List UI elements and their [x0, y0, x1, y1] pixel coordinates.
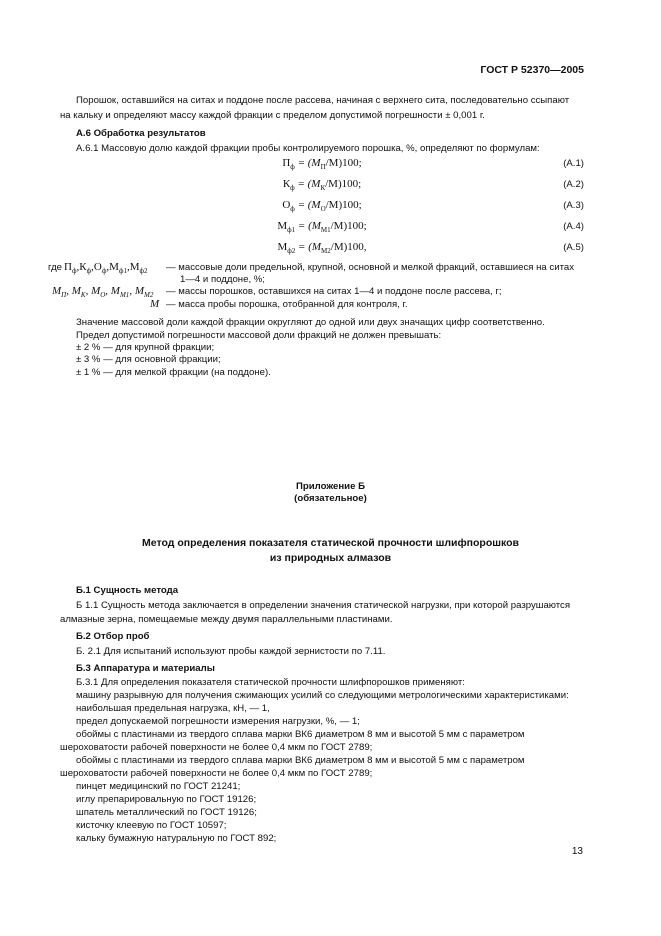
- where-text-1-cont: 1—4 и поддоне, %;: [180, 274, 265, 285]
- section-a6-text: А.6.1 Массовую долю каждой фракции пробы контролируемого порошка, %, определяют по формулам:: [76, 143, 540, 154]
- section-b3-line: обоймы с пластинами из твердого сплава марки ВК6 диаметром 8 мм и высотой 5 мм с параметром: [76, 755, 525, 766]
- section-b3-line: шпатель металлический по ГОСТ 19126;: [76, 807, 257, 818]
- section-b3-line: обоймы с пластинами из твердого сплава марки ВК6 диаметром 8 мм и высотой 5 мм с параметром: [76, 729, 525, 740]
- formula-number: (А.4): [563, 221, 584, 232]
- formula-row: [60, 220, 584, 236]
- section-b1-heading: Б.1 Сущность метода: [76, 585, 179, 596]
- section-b3-line: Б.3.1 Для определения показателя статической прочности шлифпорошков применяют:: [76, 677, 465, 688]
- section-b3-line: наибольшая предельная нагрузка, кН, — 1,: [76, 703, 270, 714]
- where-symbols-2: $M_П$, $M_К$, $M_О$, $M_{М1}$, $M_{М2}$: [52, 285, 154, 300]
- intro-line-1: Порошок, оставшийся на ситах и поддоне после рассева, начиная с верхнего сита, последовательно ссыпают: [76, 95, 570, 106]
- formula-expression: $К_ф = (M_К/M)100$;: [282, 178, 362, 193]
- where-symbols-1: $П_ф,К_ф,О_ф,М_{ф1},М_{ф2}$: [64, 261, 148, 276]
- formula-expression: $О_ф = (M_О/M)100$;: [282, 199, 362, 214]
- error-item-1: ± 2 % — для крупной фракции;: [76, 342, 215, 353]
- error-item-3: ± 1 % — для мелкой фракции (на поддоне).: [76, 367, 271, 378]
- section-b1-line-1: Б 1.1 Сущность метода заключается в определении значения статической нагрузки, при которой разрушаются: [76, 600, 571, 611]
- where-text-3: — масса пробы порошка, отобранной для контроля, г.: [166, 299, 408, 310]
- section-b3-line: кисточку клеевую по ГОСТ 10597;: [76, 820, 227, 831]
- section-b3-heading: Б.3 Аппаратура и материалы: [76, 663, 215, 674]
- formula-expression: $М_{ф1} = (M_{М1}/M)100$;: [277, 220, 367, 235]
- section-b3-line: шероховатости рабочей поверхности не более 0,4 мкм по ГОСТ 2789;: [60, 742, 373, 753]
- appendix-heading-1: Метод определения показателя статической прочности шлифпорошков: [142, 537, 519, 549]
- formula-row: [60, 157, 584, 173]
- formula-number: (А.5): [563, 242, 584, 253]
- error-intro: Предел допустимой погрешности массовой доли фракций не должен превышать:: [76, 330, 442, 341]
- formula-row: [60, 178, 584, 194]
- standard-number: ГОСТ Р 52370—2005: [480, 64, 584, 76]
- section-b3-line: иглу препарировальную по ГОСТ 19126;: [76, 794, 257, 805]
- section-b2-text: Б. 2.1 Для испытаний используют пробы каждой зернистости по 7.11.: [76, 646, 386, 657]
- formula-number: (А.1): [563, 158, 584, 169]
- appendix-title: Приложение Б: [296, 481, 365, 492]
- section-b3-line: пинцет медицинский по ГОСТ 21241;: [76, 781, 241, 792]
- where-text-1: — массовые доли предельной, крупной, основной и мелкой фракций, оставшиеся на ситах: [166, 262, 574, 273]
- section-b3-line: шероховатости рабочей поверхности не более 0,4 мкм по ГОСТ 2789;: [60, 768, 373, 779]
- rounding-text: Значение массовой доли каждой фракции округляют до одной или двух значащих цифр соответственно.: [76, 317, 545, 328]
- appendix-status: (обязательное): [294, 493, 367, 504]
- formula-row: [60, 199, 584, 215]
- where-symbol-3: M: [150, 298, 160, 310]
- section-b2-heading: Б.2 Отбор проб: [76, 631, 150, 642]
- formula-number: (А.3): [563, 200, 584, 211]
- formula-number: (А.2): [563, 179, 584, 190]
- where-prefix: где: [48, 262, 63, 273]
- appendix-heading-2: из природных алмазов: [269, 552, 392, 564]
- page-number: 13: [571, 846, 583, 857]
- section-b3-line: кальку бумажную натуральную по ГОСТ 892;: [76, 833, 277, 844]
- formula-expression: $М_{ф2} = (M_{М2}/M)100$,: [277, 241, 367, 256]
- intro-line-2: на кальку и определяют массу каждой фракции с пределом допустимой погрешности ± 0,001 г.: [60, 110, 485, 121]
- section-b1-line-2: алмазные зерна, помещаемые между двумя параллельными пластинами.: [60, 614, 393, 625]
- section-b3-line: предел допускаемой погрешности измерения нагрузки, %, — 1;: [76, 716, 360, 727]
- error-item-2: ± 3 % — для основной фракции;: [76, 354, 221, 365]
- section-a6-heading: А.6 Обработка результатов: [76, 128, 206, 139]
- formula-expression: $П_ф = (M_П/M)100$;: [282, 157, 362, 172]
- section-b3-line: машину разрывную для получения сжимающих усилий со следующими метрологическими характеристиками:: [76, 690, 569, 701]
- formula-row: [60, 241, 584, 257]
- where-text-2: — массы порошков, оставшихся на ситах 1—4 и поддоне после рассева, г;: [166, 286, 502, 297]
